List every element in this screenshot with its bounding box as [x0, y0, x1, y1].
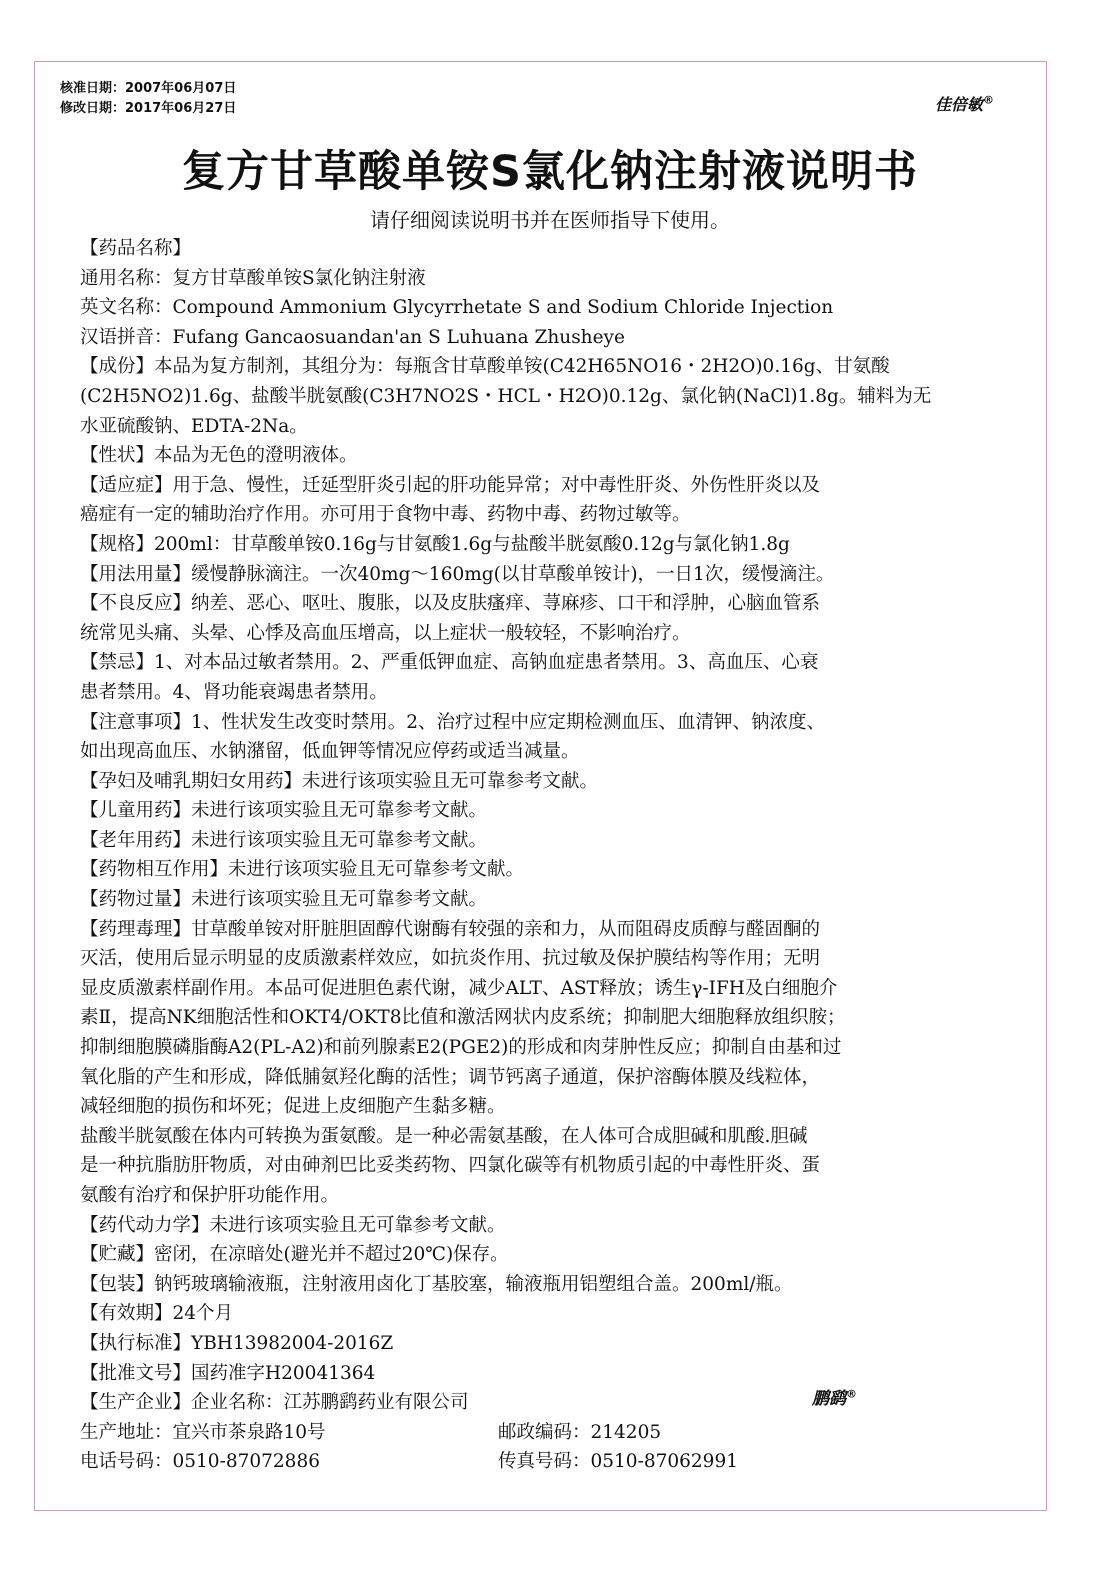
text-line: 【禁忌】1、对本品过敏者禁用。2、严重低钾血症、高钠血症患者禁用。3、高血压、心衰	[80, 652, 819, 674]
text-line: 统常见头痛、头晕、心悸及高血压增高，以上症状一般较轻，不影响治疗。	[80, 622, 691, 644]
text-line: 【孕妇及哺乳期妇女用药】未进行该项实验且无可靠参考文献。	[80, 770, 599, 792]
text-line: 汉语拼音：Fufang Gancaosuandan'an S Luhuana Zhusheye	[80, 326, 625, 348]
text-line: 【不良反应】纳差、恶心、呕吐、腹胀，以及皮肤瘙痒、荨麻疹、口干和浮肿，心脑血管系	[80, 593, 821, 615]
text-line: 【药品名称】	[80, 238, 192, 259]
text-line: 英文名称：Compound Ammonium Glycyrrhetate S and Sodium Chloride Injection	[80, 297, 834, 319]
text-line: 减轻细胞的损伤和坏死；促进上皮细胞产生黏多糖。	[80, 1096, 506, 1118]
text-line: 【注意事项】1、性状发生改变时禁用。2、治疗过程中应定期检测血压、血清钾、钠浓度、	[80, 711, 826, 733]
text-line: 水亚硫酸钠、EDTA-2Na。	[80, 415, 308, 437]
text-line: 【成份】本品为复方制剂，其组分为：每瓶含甘草酸单铵(C42H65NO16・2H2O)0.16g、甘氨酸	[80, 356, 890, 378]
text-line: 【药物过量】未进行该项实验且无可靠参考文献。	[80, 889, 488, 911]
fax: 传真号码：0510-87062991	[498, 1451, 738, 1473]
text-line: 盐酸半胱氨酸在体内可转换为蛋氨酸。是一种必需氨基酸，在人体可合成胆碱和肌酸.胆碱	[80, 1125, 808, 1147]
document-subtitle: 请仔细阅读说明书并在医师指导下使用。	[370, 208, 730, 232]
phone: 电话号码：0510-87072886	[80, 1451, 320, 1473]
text-line: 患者禁用。4、肾功能衰竭患者禁用。	[80, 681, 388, 703]
text-line: 癌症有一定的辅助治疗作用。亦可用于食物中毒、药物中毒、药物过敏等。	[80, 504, 691, 526]
leaflet-body	[80, 234, 995, 1477]
text-line: (C2H5NO2)1.6g、盐酸半胱氨酸(C3H7NO2S・HCL・H2O)0.12g、氯化钠(NaCl)1.8g。辅料为无	[80, 385, 932, 407]
address: 生产地址：宜兴市茶泉路10号	[80, 1421, 326, 1443]
text-line: 【贮藏】密闭，在凉暗处(避光并不超过20℃)保存。	[80, 1244, 509, 1266]
brand-logo-top	[935, 92, 994, 115]
text-line: 素Ⅱ，提高NK细胞活性和OKT4/OKT8比值和激活网状内皮系统；抑制肥大细胞释放组织胺；	[80, 1007, 846, 1029]
postcode: 邮政编码：214205	[498, 1421, 662, 1443]
text-line: 是一种抗脂肪肝物质，对由砷剂巴比妥类药物、四氯化碳等有机物质引起的中毒性肝炎、蛋	[80, 1155, 821, 1177]
text-line: 抑制细胞膜磷脂酶A2(PL-A2)和前列腺素E2(PGE2)的形成和肉芽肿性反应；抑制自由基和过	[80, 1037, 842, 1059]
text-line: 灭活，使用后显示明显的皮质激素样效应，如抗炎作用、抗过敏及保护膜结构等作用；无明	[80, 948, 821, 970]
text-line: 【用法用量】缓慢静脉滴注。一次40mg～160mg(以甘草酸单铵计)，一日1次，缓慢滴注。	[80, 563, 835, 585]
contact-row	[80, 1418, 995, 1448]
revision-date: 修改日期：2017年06月27日	[60, 101, 237, 116]
text-line: 【药物相互作用】未进行该项实验且无可靠参考文献。	[80, 859, 525, 881]
registered-mark: ®	[983, 93, 995, 107]
text-line: 【药代动力学】未进行该项实验且无可靠参考文献。	[80, 1214, 506, 1236]
text-line: 【生产企业】企业名称：江苏鹏鹞药业有限公司	[80, 1392, 469, 1414]
text-line: 【有效期】24个月	[80, 1303, 234, 1325]
text-line: 【执行标准】YBH13982004-2016Z	[80, 1332, 394, 1354]
text-line: 【性状】本品为无色的澄明液体。	[80, 445, 358, 467]
text-line: 通用名称：复方甘草酸单铵S氯化钠注射液	[80, 267, 426, 289]
approval-date: 核准日期：2007年06月07日	[60, 81, 237, 96]
date-block	[60, 79, 236, 119]
text-line: 【批准文号】国药准字H20041364	[80, 1362, 376, 1384]
text-line: 【儿童用药】未进行该项实验且无可靠参考文献。	[80, 800, 488, 822]
text-line: 【包装】钠钙玻璃输液瓶，注射液用卤化丁基胶塞，输液瓶用铝塑组合盖。200ml/瓶。	[80, 1273, 793, 1295]
brand-logo-bottom	[812, 1384, 857, 1409]
text-line: 氨酸有治疗和保护肝功能作用。	[80, 1185, 340, 1206]
brand-name: 佳倍敏	[935, 95, 984, 114]
text-line: 【适应症】用于急、慢性，迁延型肝炎引起的肝功能异常；对中毒性肝炎、外伤性肝炎以及	[80, 474, 821, 496]
text-line: 【老年用药】未进行该项实验且无可靠参考文献。	[80, 829, 488, 851]
document-title: 复方甘草酸单铵S氯化钠注射液说明书	[182, 147, 918, 197]
text-line: 如出现高血压、水钠潴留，低血钾等情况应停药或适当减量。	[80, 741, 580, 763]
footer-brand-name: 鹏鹞	[812, 1389, 846, 1409]
text-line: 氧化脂的产生和形成，降低脯氨羟化酶的活性；调节钙离子通道，保护溶酶体膜及线粒体，	[80, 1066, 821, 1088]
contact-row	[80, 1447, 995, 1477]
text-line: 【药理毒理】甘草酸单铵对肝脏胆固醇代谢酶有较强的亲和力，从而阻碍皮质醇与醛固酮的	[80, 918, 821, 940]
footer-registered-mark: ®	[846, 1387, 857, 1401]
text-line: 【规格】200ml：甘草酸单铵0.16g与甘氨酸1.6g与盐酸半胱氨酸0.12g与氯化钠1.8g	[80, 533, 790, 555]
text-line: 显皮质激素样副作用。本品可促进胆色素代谢，减少ALT、AST释放；诱生γ-IFH及白细胞介	[80, 977, 838, 999]
